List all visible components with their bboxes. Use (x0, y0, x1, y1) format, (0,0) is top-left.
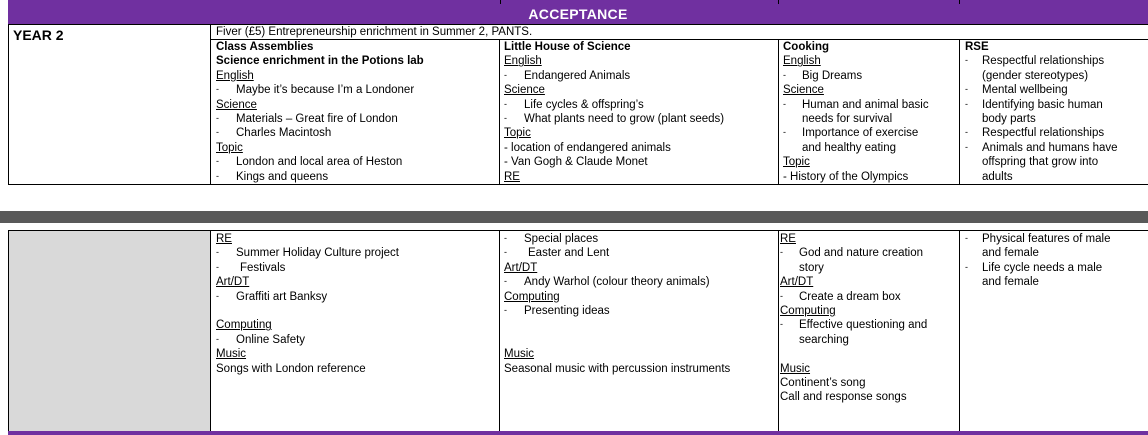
bullet-dash: - (965, 98, 968, 109)
list-item: London and local area of Heston - (216, 156, 403, 169)
bullet-dash: - (216, 290, 219, 301)
table-border (8, 230, 9, 432)
list-item: - Van Gogh & Claude Monet (504, 156, 648, 169)
table-border (959, 0, 960, 4)
list-item: Songs with London reference (216, 362, 366, 375)
list-item: Festivals - (216, 261, 286, 274)
column-title: Cooking (783, 41, 829, 53)
list-item: Special places - (504, 233, 599, 245)
section-heading: Music (504, 348, 535, 361)
list-item: and female (982, 247, 1039, 260)
list-item: Materials – Great fire of London - (216, 112, 398, 125)
table-border (959, 230, 960, 432)
list-item: Call and response songs (780, 391, 907, 404)
table-border (8, 230, 1148, 231)
table-border (210, 230, 211, 432)
list-item: Human and animal basic - (783, 98, 929, 111)
section-heading: Art/DT (780, 276, 814, 289)
top-column-3 (783, 40, 929, 184)
bullet-dash: - (780, 319, 783, 330)
bullet-dash: - (783, 127, 786, 138)
list-item: - History of the Olympics (783, 170, 909, 183)
list-item: Respectful relationships - (965, 55, 1105, 68)
year-label: YEAR 2 (13, 27, 64, 43)
footer-bottom-border (8, 431, 1148, 435)
section-heading: Computing (780, 304, 836, 317)
section-heading: RE (216, 233, 232, 245)
list-item: Effective questioning and - (780, 319, 928, 332)
bullet-dash: - (504, 112, 507, 123)
top-column-4 (965, 40, 1118, 184)
bullet-dash: - (216, 170, 219, 181)
bullet-dash: - (783, 98, 786, 109)
bullet-dash: - (965, 261, 968, 272)
bullet-dash: - (216, 112, 219, 123)
list-item: Life cycles & offspring’s - (504, 98, 644, 111)
list-item: Mental wellbeing - (965, 84, 1068, 97)
list-item: - location of endangered animals (504, 141, 671, 154)
list-item: offspring that grow into (982, 156, 1099, 169)
column-title: Little House of Science (504, 41, 631, 53)
section-heading: RE (780, 233, 796, 245)
list-item: Respectful relationships - (965, 127, 1105, 140)
table-border (778, 230, 779, 432)
table-border (499, 39, 500, 185)
section-heading: Computing (216, 319, 272, 332)
table-border (8, 24, 9, 185)
list-item: Identifying basic human - (965, 98, 1103, 111)
list-item: needs for survival (802, 112, 893, 125)
bullet-dash: - (965, 127, 968, 138)
top-column-1 (216, 40, 424, 184)
bullet-dash: - (504, 304, 507, 315)
section-heading: Topic (783, 156, 810, 169)
section-heading: Art/DT (504, 261, 538, 274)
bullet-dash: - (504, 69, 507, 80)
bottom-column-1 (216, 232, 399, 376)
bullet-dash: - (216, 261, 219, 272)
list-item: Summer Holiday Culture project - (216, 247, 399, 260)
list-item: God and nature creation - (780, 247, 924, 260)
table-border (500, 0, 501, 4)
list-item: story (799, 261, 824, 274)
bullet-dash: - (780, 247, 783, 258)
bullet-dash: - (780, 290, 783, 301)
bullet-dash: - (965, 233, 968, 243)
top-column-2 (504, 40, 724, 184)
bullet-dash: - (783, 69, 786, 80)
section-heading: Science (504, 84, 545, 97)
section-heading: English (504, 55, 542, 68)
table-border (8, 184, 1148, 185)
list-item: Physical features of male - (965, 233, 1111, 245)
bullet-dash: - (216, 247, 219, 258)
table-border (499, 230, 500, 432)
list-item: (gender stereotypes) (982, 69, 1089, 82)
section-heading: Topic (216, 141, 243, 154)
bottom-column-2 (504, 232, 730, 376)
list-item: and healthy eating (802, 141, 896, 154)
spacer (504, 333, 730, 347)
list-item: Online Safety - (216, 333, 306, 346)
list-item: Presenting ideas - (504, 304, 610, 317)
list-item: Life cycle needs a male - (965, 261, 1103, 274)
bottom-column-4 (965, 232, 1110, 290)
table-border (8, 24, 1148, 25)
enrichment-summary: Fiver (£5) Entrepreneurship enrichment in Summer 2, PANTS. (216, 26, 533, 38)
bullet-dash: - (965, 84, 968, 95)
bullet-dash: - (504, 233, 507, 243)
list-item: Endangered Animals - (504, 69, 631, 82)
bullet-dash: - (216, 156, 219, 167)
list-item: Charles Macintosh - (216, 127, 332, 140)
list-item: searching (799, 333, 849, 346)
section-heading: Science (783, 84, 824, 97)
spacer (780, 347, 927, 361)
list-item: adults (982, 170, 1013, 183)
list-item: What plants need to grow (plant seeds) - (504, 112, 725, 125)
bullet-dash: - (216, 127, 219, 138)
list-item: Seasonal music with percussion instruments (504, 362, 731, 375)
spacer (504, 318, 730, 332)
section-heading: Music (216, 348, 247, 361)
list-item: Create a dream box - (780, 290, 901, 303)
section-heading: RE (504, 170, 520, 183)
section-heading: Art/DT (216, 276, 250, 289)
bullet-dash: - (504, 247, 507, 258)
spacer (216, 304, 399, 318)
list-item: and female (982, 276, 1039, 289)
acceptance-banner: ACCEPTANCE (8, 4, 1148, 24)
column-title: Class Assemblies (216, 41, 314, 53)
bullet-dash: - (504, 276, 507, 287)
section-heading: Science (216, 98, 257, 111)
list-item: Big Dreams - (783, 69, 863, 82)
page-break-band (0, 211, 1148, 223)
bottom-column-3 (780, 232, 927, 405)
list-item: Animals and humans have - (965, 141, 1118, 154)
table-border (778, 0, 779, 4)
section-heading: Music (780, 362, 811, 375)
list-item: body parts (982, 112, 1036, 125)
bullet-dash: - (965, 141, 968, 152)
year-column-shading (8, 231, 210, 432)
list-item: Kings and queens - (216, 170, 329, 183)
section-heading: English (216, 69, 254, 82)
section-heading: Computing (504, 290, 560, 303)
section-heading: English (783, 55, 821, 68)
list-item: Maybe it’s because I’m a Londoner - (216, 84, 415, 97)
bullet-dash: - (216, 84, 219, 95)
table-border (210, 24, 211, 185)
list-item: Continent’s song (780, 376, 866, 389)
bullet-dash: - (504, 98, 507, 109)
list-item: Importance of exercise - (783, 127, 919, 140)
table-border (959, 39, 960, 185)
section-heading: Topic (504, 127, 531, 140)
column-title: Science enrichment in the Potions lab (216, 55, 424, 68)
bullet-dash: - (216, 333, 219, 344)
list-item: Andy Warhol (colour theory animals) - (504, 276, 710, 289)
list-item: Easter and Lent - (504, 247, 610, 260)
list-item: Graffiti art Banksy - (216, 290, 328, 303)
column-title: RSE (965, 41, 989, 53)
table-border (778, 39, 779, 185)
bullet-dash: - (965, 55, 968, 66)
